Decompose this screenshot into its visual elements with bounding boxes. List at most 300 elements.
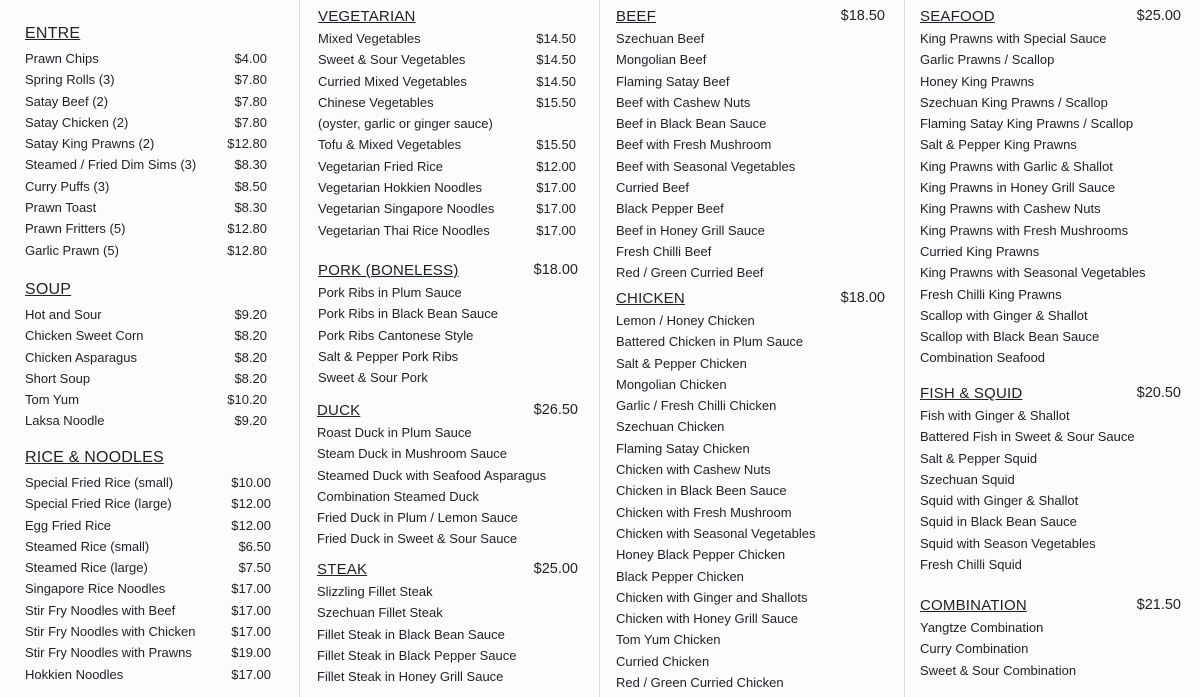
section-price: $25.00 [533,561,578,577]
menu-item [318,325,578,346]
menu-section-seafood [920,8,1181,369]
menu-item-name: Salt & Pepper Pork Ribs [318,348,459,364]
section-header [317,561,578,581]
menu-item-name: Battered Chicken in Plum Sauce [616,334,804,350]
menu-item [318,113,576,134]
menu-item [920,134,1181,155]
menu-item [25,557,271,578]
menu-item-name: Fish with Ginger & Shallot [920,408,1070,423]
menu-item [920,511,1181,532]
menu-item [616,587,885,608]
menu-item [920,638,1181,659]
menu-item-name: Beef in Honey Grill Sauce [616,222,765,238]
menu-item [616,134,885,155]
menu-item [920,490,1181,511]
section-price: $25.00 [1136,8,1181,24]
menu-item-name: Fillet Steak in Honey Grill Sauce [317,669,504,685]
section-header [616,290,885,310]
menu-item-name: Fillet Steak in Black Bean Sauce [317,626,505,642]
menu-item [616,544,885,565]
menu-item-price: $17.00 [536,180,576,196]
menu-item-name: King Prawns with Garlic & Shallot [920,158,1113,174]
section-header [920,385,1181,405]
section-header [318,8,576,28]
menu-section-rice-noodles [25,449,271,685]
menu-item-name: Satay Chicken (2) [25,114,129,130]
menu-item-name: Tofu & Mixed Vegetables [318,137,462,153]
menu-item-name: Scallop with Black Bean Sauce [920,329,1100,345]
menu-item [616,502,885,523]
menu-item-name: Laksa Noodle [25,413,105,429]
menu-section-soup [25,281,267,432]
menu-item [318,177,576,198]
menu-section-duck [317,402,578,550]
menu-item-name: Fresh Chilli King Prawns [920,286,1062,302]
menu-item [317,666,578,687]
menu-item-price: $12.00 [231,517,271,533]
menu-item-name: Lemon / Honey Chicken [616,313,755,328]
menu-item [616,651,885,672]
menu-item [616,672,885,693]
menu-item-name: Beef with Seasonal Vegetables [616,158,796,174]
menu-section-pork [318,262,578,388]
menu-item-name: Hot and Sour [25,307,102,322]
menu-item-name: Szechuan King Prawns / Scallop [920,94,1108,110]
menu-item-price: $14.50 [536,31,576,46]
menu-item-name: Chicken with Fresh Mushroom [616,504,792,520]
menu-item-name: Fried Duck in Plum / Lemon Sauce [317,510,518,526]
menu-item-price: $8.20 [234,328,267,344]
section-title: DUCK [317,402,361,419]
menu-item [920,617,1181,638]
menu-item-name: Chicken Asparagus [25,349,138,365]
menu-item [25,664,271,685]
menu-item-name: Battered Fish in Sweet & Sour Sauce [920,429,1135,445]
menu-item-price: $9.20 [234,307,267,322]
menu-item-name: Vegetarian Fried Rice [318,158,444,174]
menu-section-beef [616,8,885,284]
section-price: $18.00 [840,290,885,306]
section-header [920,8,1181,28]
menu-item [317,443,578,464]
menu-section-entre [25,25,267,261]
menu-item-name: Mongolian Beef [616,52,707,68]
menu-item-price: $17.00 [536,222,576,238]
menu-item-name: Beef with Cashew Nuts [616,94,751,110]
menu-item-name: Prawn Toast [25,200,97,216]
menu-item [25,410,267,431]
menu-item-price: $12.00 [231,496,271,512]
menu-item-name: Salt & Pepper Chicken [616,355,747,371]
menu-item [318,92,576,113]
menu-item-name: Stir Fry Noodles with Prawns [25,645,192,661]
menu-item-price: $17.00 [231,602,271,618]
menu-item-name: Curried Chicken [616,653,710,669]
menu-item [318,346,578,367]
section-price: $20.50 [1136,385,1181,401]
menu-item [616,438,885,459]
menu-item-name: Fresh Chilli Beef [616,243,712,259]
menu-item-name: Beef with Fresh Mushroom [616,137,772,153]
menu-item [25,133,267,154]
menu-item [318,303,578,324]
menu-item-name: Steamed Duck with Seafood Asparagus [317,467,547,483]
menu-item [920,554,1181,575]
menu-item-name: Prawn Fritters (5) [25,221,126,237]
menu-item-name: Chinese Vegetables [318,94,434,110]
menu-item-price: $12.80 [227,242,267,258]
menu-item-name: Szechuan Squid [920,471,1015,487]
section-title: FISH & SQUID [920,385,1023,402]
menu-item [318,71,576,92]
section-title: SOUP [25,281,72,298]
menu-item-name: Chicken with Cashew Nuts [616,462,771,478]
menu-item-name: Steam Duck in Mushroom Sauce [317,446,508,462]
menu-item [920,347,1181,368]
column-divider [299,0,300,697]
menu-item [318,49,576,70]
menu-item [317,507,578,528]
menu-item-price: $14.50 [536,73,576,89]
menu-item-name: Combination Steamed Duck [317,488,479,504]
menu-item-name: Tom Yum [25,392,79,408]
menu-item [318,282,578,303]
menu-item-name: Salt & Pepper Squid [920,450,1038,466]
menu-item [616,220,885,241]
section-price: $18.50 [840,8,885,24]
menu-item-name: Garlic Prawn (5) [25,242,119,258]
section-title: COMBINATION [920,597,1027,614]
menu-item-name: Honey Black Pepper Chicken [616,547,786,563]
menu-item-name: Salt & Pepper King Prawns [920,137,1077,153]
section-price: $18.00 [533,262,578,278]
menu-item-price: $8.50 [234,178,267,194]
menu-item-name: Chicken Sweet Corn [25,328,144,344]
menu-item [25,515,271,536]
menu-item-name: Sweet & Sour Combination [920,662,1077,678]
menu-item-name: (oyster, garlic or ginger sauce) [318,116,493,132]
menu-item-name: Honey King Prawns [920,73,1035,89]
menu-item [25,600,271,621]
menu-item [318,134,576,155]
menu-item [25,154,267,175]
menu-item [317,486,578,507]
menu-item-name: Szechuan Beef [616,31,705,46]
menu-item [317,581,578,602]
menu-item [25,472,271,493]
menu-item-name: Flaming Satay Chicken [616,440,750,456]
menu-item-price: $15.50 [536,137,576,153]
menu-item [25,642,271,663]
section-title: SEAFOOD [920,8,995,25]
menu-item-name: Szechuan Chicken [616,419,725,435]
menu-item [920,113,1181,134]
section-title: BEEF [616,8,656,25]
menu-item-name: King Prawns with Cashew Nuts [920,201,1101,217]
menu-item [616,156,885,177]
menu-item [616,262,885,283]
menu-item-price: $9.20 [234,413,267,429]
menu-item-price: $17.00 [231,624,271,640]
menu-item [25,112,267,133]
menu-item-price: $17.00 [231,666,271,682]
menu-item [920,156,1181,177]
menu-section-steak [317,561,578,687]
menu-item-name: Yangtze Combination [920,620,1044,635]
menu-section-chicken [616,290,885,693]
menu-item-name: Curried King Prawns [920,243,1040,259]
menu-item-name: Combination Seafood [920,350,1046,366]
column-divider [904,0,905,697]
menu-item-price: $12.80 [227,136,267,152]
menu-item [616,395,885,416]
menu-item [25,621,271,642]
menu-item [920,660,1181,681]
menu-item [616,480,885,501]
menu-item-name: Garlic Prawns / Scallop [920,52,1055,68]
menu-item [616,459,885,480]
menu-item-price: $4.00 [234,51,267,66]
menu-item-price: $8.20 [234,370,267,386]
menu-item-name: Vegetarian Thai Rice Noodles [318,222,490,238]
menu-item-name: Fried Duck in Sweet & Sour Sauce [317,531,518,547]
menu-item [920,92,1181,113]
menu-item-name: Pork Ribs in Plum Sauce [318,285,462,300]
menu-item-name: Vegetarian Singapore Noodles [318,201,495,217]
menu-item [920,448,1181,469]
menu-item [616,374,885,395]
menu-item [317,528,578,549]
menu-item-name: King Prawns with Seasonal Vegetables [920,265,1146,281]
menu-item-name: Singapore Rice Noodles [25,581,166,597]
menu-item [318,367,578,388]
menu-item-price: $8.30 [234,157,267,173]
menu-item [616,49,885,70]
section-header [25,25,267,48]
section-title: ENTRE [25,25,81,42]
menu-item-name: King Prawns with Fresh Mushrooms [920,222,1129,238]
menu-item [920,198,1181,219]
menu-item [317,645,578,666]
menu-item-price: $17.00 [231,581,271,597]
menu-item-name: Pork Ribs Cantonese Style [318,327,474,343]
menu-item [920,326,1181,347]
menu-item [616,28,885,49]
menu-item [616,629,885,650]
section-header [25,281,267,304]
section-title: VEGETARIAN [318,8,416,25]
menu-item-price: $7.80 [234,72,267,88]
menu-item-name: Tom Yum Chicken [616,632,721,648]
menu-item-name: Hokkien Noodles [25,666,124,682]
menu-item-name: Prawn Chips [25,51,99,66]
menu-item [25,48,267,69]
menu-item [920,28,1181,49]
menu-item-price: $10.20 [227,392,267,408]
menu-item-name: Vegetarian Hokkien Noodles [318,180,483,196]
menu-item-name: Slizzling Fillet Steak [317,584,433,599]
menu-item-name: Stir Fry Noodles with Beef [25,602,176,618]
menu-item-price: $19.00 [231,645,271,661]
menu-item-price: $7.80 [234,93,267,109]
menu-item [25,325,267,346]
menu-item-price: $8.20 [234,349,267,365]
menu-item-name: Black Pepper Chicken [616,568,744,584]
menu-item-name: Curried Mixed Vegetables [318,73,467,89]
menu-item-name: Special Fried Rice (large) [25,496,172,512]
menu-item [920,305,1181,326]
menu-item-name: Satay Beef (2) [25,93,109,109]
menu-item-price: $7.50 [238,560,271,576]
menu-item-name: Sweet & Sour Vegetables [318,52,466,68]
menu-item [920,469,1181,490]
menu-item-name: Chicken with Seasonal Vegetables [616,525,816,541]
menu-item-name: King Prawns with Special Sauce [920,31,1107,46]
menu-item-name: Satay King Prawns (2) [25,136,155,152]
menu-item [318,156,576,177]
menu-item [318,220,576,241]
menu-item [920,426,1181,447]
menu-item [616,353,885,374]
menu-item [616,416,885,437]
menu-item-name: Pork Ribs in Black Bean Sauce [318,306,498,322]
menu-item [317,624,578,645]
menu-item-name: Squid with Ginger & Shallot [920,493,1079,509]
menu-item-name: Flaming Satay Beef [616,73,730,89]
section-title: PORK (BONELESS) [318,262,459,279]
menu-item [317,422,578,443]
section-price: $26.50 [533,402,578,418]
menu-item [616,71,885,92]
menu-item-price: $10.00 [231,475,271,490]
menu-item-name: Flaming Satay King Prawns / Scallop [920,116,1134,132]
menu-item [317,465,578,486]
menu-item-name: Steamed / Fried Dim Sims (3) [25,157,197,173]
menu-item-name: Egg Fried Rice [25,517,111,533]
menu-item [616,92,885,113]
menu-section-combination [920,597,1181,681]
section-price: $21.50 [1136,597,1181,613]
menu-item-name: Chicken with Ginger and Shallots [616,589,808,605]
menu-item [25,218,267,239]
section-title: RICE & NOODLES [25,449,164,466]
menu-item-name: Squid with Season Vegetables [920,535,1096,551]
menu-item-price: $12.00 [536,158,576,174]
menu-item-name: Curry Puffs (3) [25,178,110,194]
menu-item [25,578,271,599]
menu-item [920,177,1181,198]
menu-item-name: Garlic / Fresh Chilli Chicken [616,398,777,414]
menu-item-name: Mixed Vegetables [318,31,421,46]
menu-item-price: $12.80 [227,221,267,237]
menu-item [920,71,1181,92]
menu-item-name: Short Soup [25,370,91,386]
menu-item-name: Stir Fry Noodles with Chicken [25,624,196,640]
menu-item-price: $8.30 [234,200,267,216]
menu-item [616,198,885,219]
section-header [920,597,1181,617]
menu-item-name: Chicken with Honey Grill Sauce [616,611,799,627]
menu-item [317,602,578,623]
menu-item-name: Mongolian Chicken [616,376,727,392]
menu-item-price: $6.50 [238,538,271,554]
column-divider [599,0,600,697]
menu-item-name: Curry Combination [920,641,1029,657]
menu-item-name: Squid in Black Bean Sauce [920,514,1077,530]
menu-section-vegetarian [318,8,576,241]
menu-item [920,49,1181,70]
menu-item-name: Chicken in Black Been Sauce [616,483,787,499]
menu-item [920,284,1181,305]
menu-item [25,304,267,325]
menu-item [920,262,1181,283]
menu-item-name: King Prawns in Honey Grill Sauce [920,180,1116,196]
menu-item-price: $14.50 [536,52,576,68]
section-title: CHICKEN [616,290,685,307]
menu-item-name: Curried Beef [616,180,689,196]
menu-item [25,91,267,112]
menu-item-name: Red / Green Curried Beef [616,265,764,281]
menu-item-price: $17.00 [536,201,576,217]
menu-section-fish-squid [920,385,1181,575]
menu-item-name: Scallop with Ginger & Shallot [920,307,1088,323]
menu-item [920,533,1181,554]
menu-item [616,113,885,134]
menu-item-name: Red / Green Curried Chicken [616,675,784,691]
menu-item [616,566,885,587]
menu-item [25,368,267,389]
menu-item-name: Sweet & Sour Pork [318,370,428,386]
menu-item-name: Roast Duck in Plum Sauce [317,425,472,440]
menu-item-name: Beef in Black Bean Sauce [616,116,767,132]
menu-item [25,176,267,197]
menu-item [616,177,885,198]
menu-item-name: Fillet Steak in Black Pepper Sauce [317,647,517,663]
menu-item [616,608,885,629]
menu-item [616,523,885,544]
menu-item [616,241,885,262]
menu-item [920,405,1181,426]
menu-item-name: Fresh Chilli Squid [920,557,1022,573]
menu-item-name: Steamed Rice (small) [25,538,150,554]
menu-item [318,198,576,219]
section-header [25,449,271,472]
menu-item-price: $7.80 [234,114,267,130]
menu-item [25,69,267,90]
menu-item [25,347,267,368]
menu-item-name: Steamed Rice (large) [25,560,148,576]
menu-item [25,197,267,218]
menu-item [318,28,576,49]
section-header [616,8,885,28]
section-header [317,402,578,422]
section-header [318,262,578,282]
menu-item-name: Black Pepper Beef [616,201,724,217]
menu-item [25,240,267,261]
menu-item [920,220,1181,241]
menu-item [616,331,885,352]
menu-item-name: Spring Rolls (3) [25,72,115,88]
section-title: STEAK [317,561,368,578]
menu-item [920,241,1181,262]
menu-item [25,389,267,410]
menu-item [616,310,885,331]
menu-item [25,536,271,557]
menu-item-name: Special Fried Rice (small) [25,475,174,490]
menu-item [25,493,271,514]
menu-item-price: $15.50 [536,94,576,110]
menu-item-name: Szechuan Fillet Steak [317,605,443,621]
